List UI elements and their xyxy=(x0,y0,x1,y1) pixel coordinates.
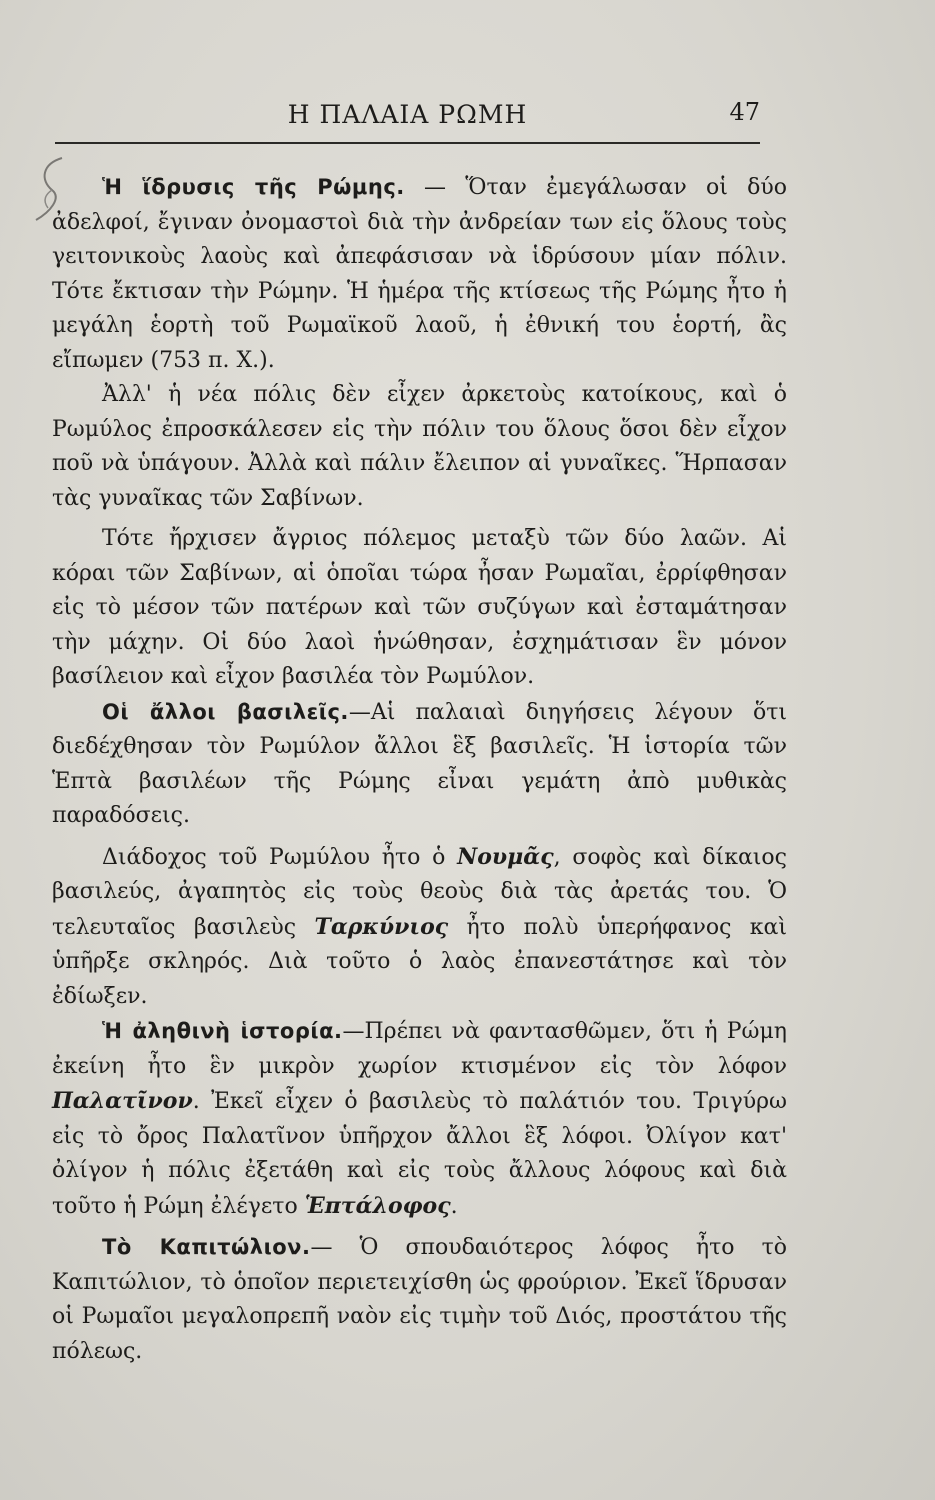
page-number: 47 xyxy=(729,98,760,126)
paragraph-text: —Αἱ παλαιαὶ διηγήσεις λέγουν ὅτι διεδέχθησαν τὸν Ρωμύλον ἄλλοι ἓξ βασιλεῖς. Ἡ ἱστορία τῶν Ἑπτὰ βασιλέων τῆς Ρώμης εἶναι γεμάτη ἀπὸ μυθικὰς παραδόσεις. xyxy=(52,699,788,828)
paragraph-founding xyxy=(52,170,787,378)
body-text xyxy=(52,170,787,1369)
section-heading-founding: Ἡ ἵδρυσις τῆς Ρώμης. xyxy=(102,175,405,199)
paragraph-text: . xyxy=(450,1193,458,1219)
paragraph-true-history xyxy=(52,1014,787,1224)
running-title: Η ΠΑΛΑΙΑ ΡΩΜΗ xyxy=(287,100,528,129)
paragraph-text: Τότε ἤρχισεν ἄγριος πόλεμος μεταξὺ τῶν δύο λαῶν. Αἱ κόραι τῶν Σαβίνων, αἱ ὁποῖαι τώρα ἦσαν Ρωμαῖαι, ἐρρίφθησαν εἰς τὸ μέσον τῶν πατέρων καὶ τῶν συζύγων καὶ ἐσταμάτησαν τὴν μάχην. Οἱ δύο λαοὶ ἡνώθησαν, ἐσχημάτισαν ἓν μόνον βασίλειον καὶ εἶχον βασιλέα τὸν Ρωμύλον. xyxy=(52,526,787,689)
name-eptalofos: Ἑπτάλοφος xyxy=(304,1192,451,1219)
paragraph-text: , σοφὸς καὶ δίκαιος βασιλεύς, ἀγαπητὸς εἰς τοὺς θεοὺς διὰ τὰς ἀρετάς του. Ὁ τελευταῖος βασιλεὺς xyxy=(52,844,787,940)
paragraph-text: Ἀλλ' ἡ νέα πόλις δὲν εἶχεν ἀρκετοὺς κατοίκους, καὶ ὁ Ρωμύλος ἐπροσκάλεσεν εἰς τὴν πόλιν του ὅλους ὅσοι δὲν εἶχον ποῦ νὰ ὑπάγουν. Ἀλλὰ καὶ πάλιν ἔλειπον αἱ γυναῖκες. Ἥρπασαν τὰς γυναῖκας τῶν Σαβίνων. xyxy=(52,382,787,511)
paragraph-successors xyxy=(52,840,787,1015)
paragraph-sabines xyxy=(52,378,787,516)
name-palatine: Παλατῖνον xyxy=(52,1088,193,1114)
running-header xyxy=(55,92,760,144)
section-heading-other-kings: Οἱ ἄλλοι βασιλεῖς. xyxy=(102,699,349,724)
paragraph-text: . Ἐκεῖ εἶχεν ὁ βασιλεὺς τὸ παλάτιόν του. Τριγύρω εἰς τὸ ὄρος Παλατῖνον ὑπῆρχον ἄλλοι ἓξ λόφοι. Ὀλίγον κατ' ὀλίγον ἡ πόλις ἐξετάθη καὶ εἰς τοὺς ἄλλους λόφους καὶ διὰ τοῦτο ἡ Ρώμη ἐλέγετο xyxy=(52,1089,787,1219)
paragraph-text: — Ὁ σπουδαιότερος λόφος ἦτο τὸ Καπιτώλιον, τὸ ὁποῖον περιετειχίσθη ὡς φρούριον. Ἐκεῖ ἵδρυσαν οἱ Ρωμαῖοι μεγαλοπρεπῆ ναὸν εἰς τιμὴν τοῦ Διός, προστάτου τῆς πόλεως. xyxy=(52,1235,787,1364)
paragraph-text: —Πρέπει νὰ φαντασθῶμεν, ὅτι ἡ Ρώμη ἐκείνη ἦτο ἓν μικρὸν χωρίον κτισμένον εἰς τὸν λόφον xyxy=(52,1019,787,1079)
section-heading-true-history: Ἡ ἀληθινὴ ἱστορία. xyxy=(102,1019,343,1043)
name-tarquinius: Ταρκύνιος xyxy=(314,913,449,940)
paragraph-text: Διάδοχος τοῦ Ρωμύλου ἦτο ὁ xyxy=(102,844,458,870)
paragraph-other-kings xyxy=(52,695,787,834)
paragraph-war xyxy=(52,522,787,695)
name-numa: Νουμᾶς xyxy=(457,843,554,870)
paragraph-text: ἦτο πολὺ ὑπερήφανος καὶ ὑπῆρξε σκληρός. Διὰ τοῦτο ὁ λαὸς ἐπανεστάτησε καὶ τὸν ἐδίωξεν. xyxy=(52,914,787,1009)
paragraph-capitol xyxy=(52,1230,787,1369)
paragraph-text: — Ὅταν ἐμεγάλωσαν οἱ δύο ἀδελφοί, ἔγιναν ὀνομαστοὶ διὰ τὴν ἀνδρείαν των εἰς ὅλους τοὺς γειτονικοὺς λαοὺς καὶ ἀπεφάσισαν νὰ ἱδρύσουν μίαν πόλιν. Τότε ἔκτισαν τὴν Ρώμην. Ἡ ἡμέρα τῆς κτίσεως τῆς Ρώμης ἦτο ἡ μεγάλη ἑορτὴ τοῦ Ρωμαϊκοῦ λαοῦ, ἡ ἐθνική του ἑορτή, ἂς εἴπωμεν (753 π. Χ.). xyxy=(52,175,787,373)
section-heading-capitol: Τὸ Καπιτώλιον. xyxy=(102,1235,311,1259)
